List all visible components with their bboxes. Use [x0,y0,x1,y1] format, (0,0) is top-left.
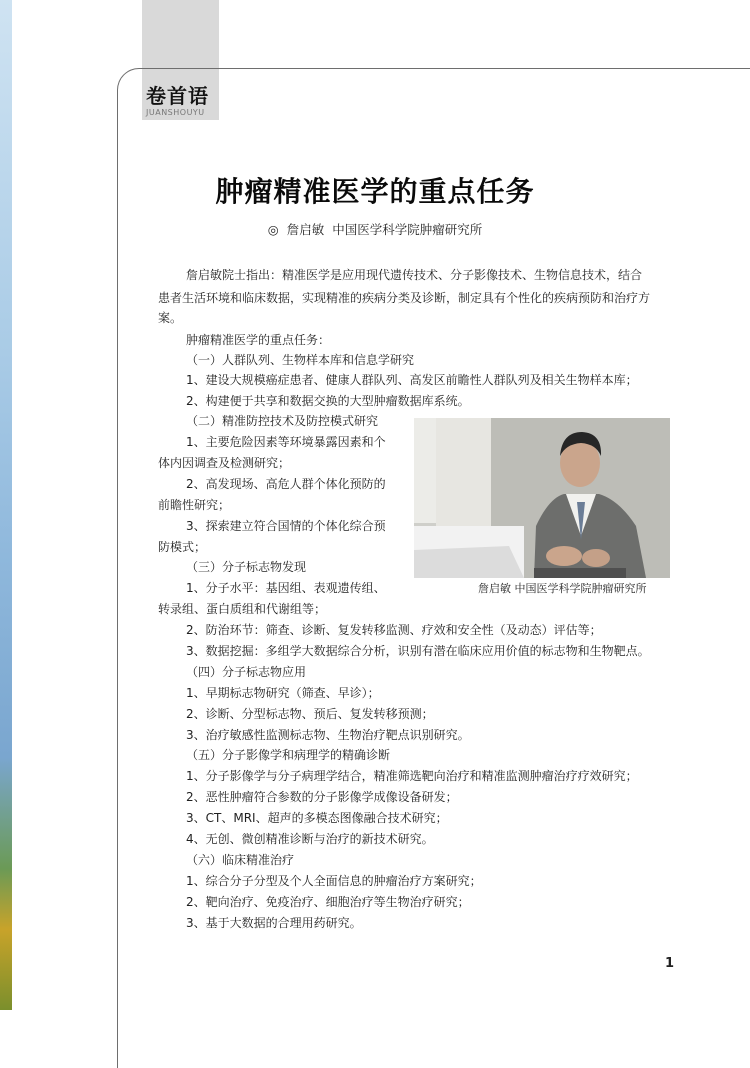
list-item: 2、防治环节：筛查、诊断、复发转移监测、疗效和安全性（及动态）评估等； [186,623,602,637]
list-item: 1、综合分子分型及个人全面信息的肿瘤治疗方案研究； [186,874,482,888]
list-item: 2、构建便于共享和数据交换的大型肿瘤数据库系统。 [186,394,470,408]
list-item: 3、探索建立符合国情的个体化综合预 [186,519,386,533]
article-title: 肿瘤精准医学的重点任务 [215,175,535,208]
list-item: 1、主要危险因素等环境暴露因素和个 [186,435,386,449]
author-name: 詹启敏 [286,222,325,237]
list-item: 2、恶性肿瘤符合参数的分子影像学成像设备研发； [186,790,458,804]
list-item: 2、高发现场、高危人群个体化预防的 [186,477,386,491]
section-heading: （五）分子影像学和病理学的精确诊断 [186,748,391,762]
list-item: 3、数据挖掘：多组学大数据综合分析，识别有潜在临床应用价值的标志物和生物靶点。 [186,644,650,658]
list-item: 1、建设大规模癌症患者、健康人群队列、高发区前瞻性人群队列及相关生物样本库； [186,373,638,387]
section-title: 卷首语 [146,84,209,108]
list-item: 1、分子水平：基因组、表观遗传组、 [186,581,386,595]
list-item: 前瞻性研究； [158,498,231,512]
intro-paragraph-line: 詹启敏院士指出：精准医学是应用现代遗传技术、分子影像技术、生物信息技术，结合 [186,268,643,282]
list-item: 转录组、蛋白质组和代谢组等； [158,602,327,616]
intro-paragraph-line: 案。 [158,311,183,325]
list-item: 3、CT、MRI、超声的多模态图像融合技术研究； [186,811,448,825]
section-heading: （三）分子标志物发现 [186,560,307,574]
photo-caption: 詹启敏 中国医学科学院肿瘤研究所 [478,582,647,595]
list-item: 2、诊断、分型标志物、预后、复发转移预测； [186,707,434,721]
author-line [0,220,750,238]
cover-spine-decoration [0,0,12,1010]
list-item: 体内因调查及检测研究； [158,456,291,470]
section-heading: （六）临床精准治疗 [186,853,295,867]
list-item: 1、分子影像学与分子病理学结合，精准筛选靶向治疗和精准监测肿瘤治疗疗效研究； [186,769,638,783]
list-item: 1、早期标志物研究（筛查、早诊）； [186,686,380,700]
intro-paragraph-line: 患者生活环境和临床数据，实现精准的疾病分类及诊断，制定具有个性化的疾病预防和治疗方 [158,291,651,305]
author-mark-icon: ◎ [267,222,279,237]
section-heading: （四）分子标志物应用 [186,665,307,679]
author-affiliation: 中国医学科学院肿瘤研究所 [332,222,483,237]
tasks-intro: 肿瘤精准医学的重点任务： [186,333,331,347]
list-item: 4、无创、微创精准诊断与治疗的新技术研究。 [186,832,434,846]
section-heading: （一）人群队列、生物样本库和信息学研究 [186,353,415,367]
list-item: 2、靶向治疗、免疫治疗、细胞治疗等生物治疗研究； [186,895,470,909]
list-item: 防模式； [158,540,207,554]
page-number: 1 [665,956,675,971]
author-photo [414,418,670,578]
section-heading: （二）精准防控技术及防控模式研究 [186,414,379,428]
section-pinyin: JUANSHOUYU [146,108,205,117]
list-item: 3、基于大数据的合理用药研究。 [186,916,362,930]
list-item: 3、治疗敏感性监测标志物、生物治疗靶点识别研究。 [186,728,470,742]
